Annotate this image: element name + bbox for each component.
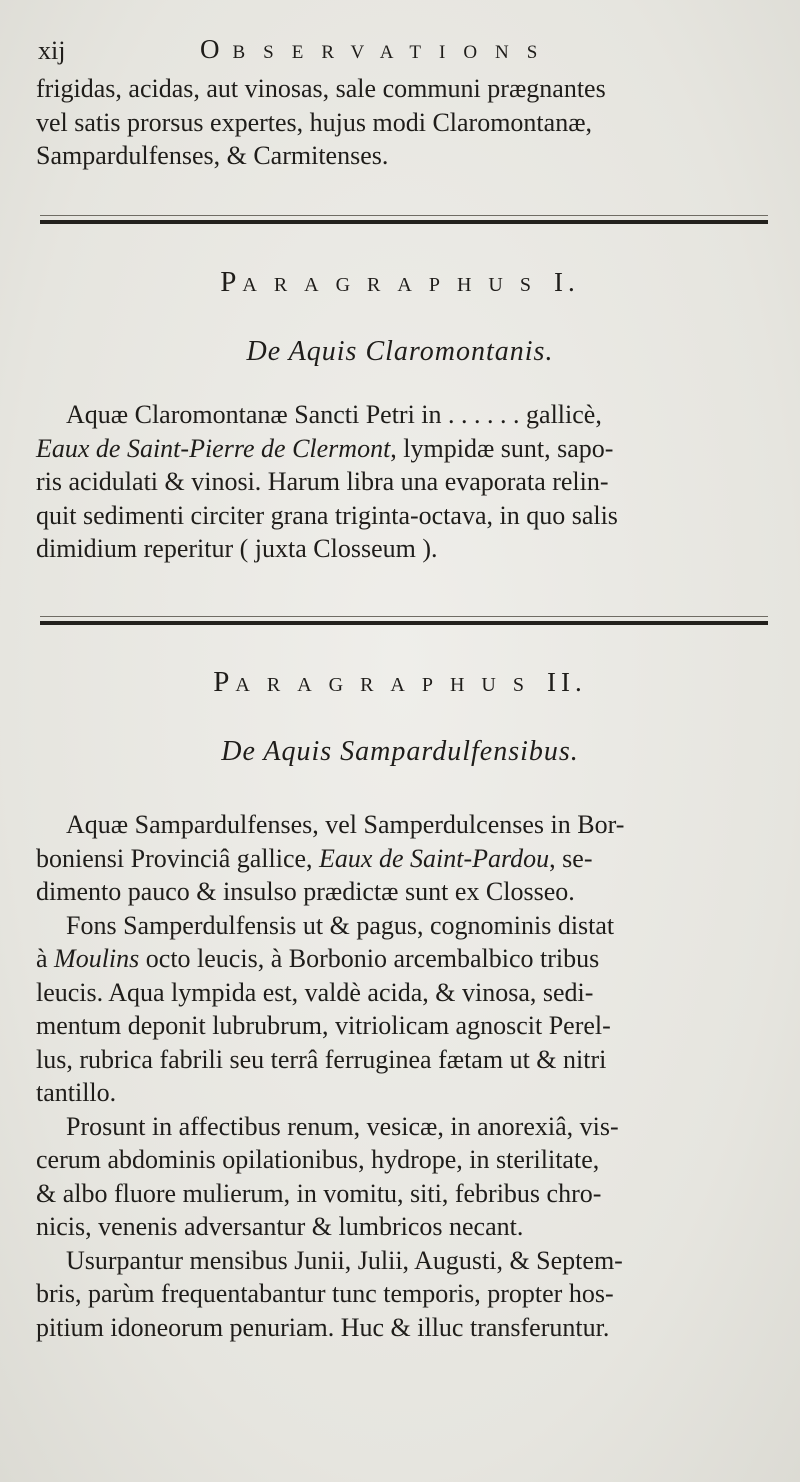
text-line: Aquæ Sampardulfenses, vel Samperdulcenses in Bor- [66,810,625,839]
section-divider [40,621,768,625]
text-line: boniensi Provinciâ gallice, Eaux de Saint-Pardou, se- [36,843,593,873]
text-line: Aquæ Claromontanæ Sancti Petri in . . . . . . gallicè, [66,400,602,429]
text-line: & albo fluore mulierum, in vomitu, siti, febribus chro- [36,1178,602,1208]
text-line: quit sedimenti circiter grana triginta-octava, in quo salis [36,500,618,530]
text-line: pitium idoneorum penuriam. Huc & illuc transferuntur. [36,1312,610,1342]
text-line: vel satis prorsus expertes, hujus modi Claromontanæ, [36,107,593,137]
page-header [38,34,758,74]
section-subtitle: De Aquis Sampardulfensibus. [221,736,579,767]
text-line: lus, rubrica fabrili seu terrâ ferruginea fætam ut & nitri [36,1044,607,1074]
text-line: Usurpantur mensibus Junii, Julii, Augusti, & Septem- [66,1245,623,1275]
section-heading: PARAGRAPHUS II. [213,666,587,698]
text-line: à Moulins octo leucis, à Borbonio arcembalbico tribus [36,944,600,973]
section-divider [40,220,768,224]
intro-text [36,72,606,173]
text-line: Fons Samperdulfensis ut & pagus, cognominis distat [66,910,615,940]
section-subtitle: De Aquis Claromontanis. [246,336,554,367]
text-line: cerum abdominis opilationibus, hydrope, in sterilitate, [36,1145,600,1174]
page-number: xij [38,36,66,65]
text-line: mentum deponit lubrubrum, vitriolicam agnoscit Perel- [36,1011,611,1040]
text-line: tantillo. [36,1078,117,1107]
text-line: frigidas, acidas, aut vinosas, sale communi prægnantes [36,74,606,103]
text-line: dimento pauco & insulso prædictæ sunt ex Closseo. [36,877,575,906]
running-title: OBSERVATIONS [200,34,556,64]
text-line: Sampardulfenses, & Carmitenses. [36,141,389,170]
text-line: dimidium reperitur ( juxta Closseum ). [36,534,438,563]
text-line: Eaux de Saint-Pierre de Clermont, lympidæ sunt, sapo- [36,433,614,463]
text-line: leucis. Aqua lympida est, valdè acida, & vinosa, sedi- [36,977,594,1007]
text-line: nicis, venenis adversantur & lumbricos necant. [36,1212,524,1241]
text-line: bris, parùm frequentabantur tunc temporis, propter hos- [36,1279,614,1308]
section-body [36,398,618,566]
text-line: Prosunt in affectibus renum, vesicæ, in anorexiâ, vis- [66,1111,619,1141]
section-heading: PARAGRAPHUS I. [220,266,580,298]
text-line: ris acidulati & vinosi. Harum libra una evaporata relin- [36,467,609,496]
section-body [36,808,624,1344]
